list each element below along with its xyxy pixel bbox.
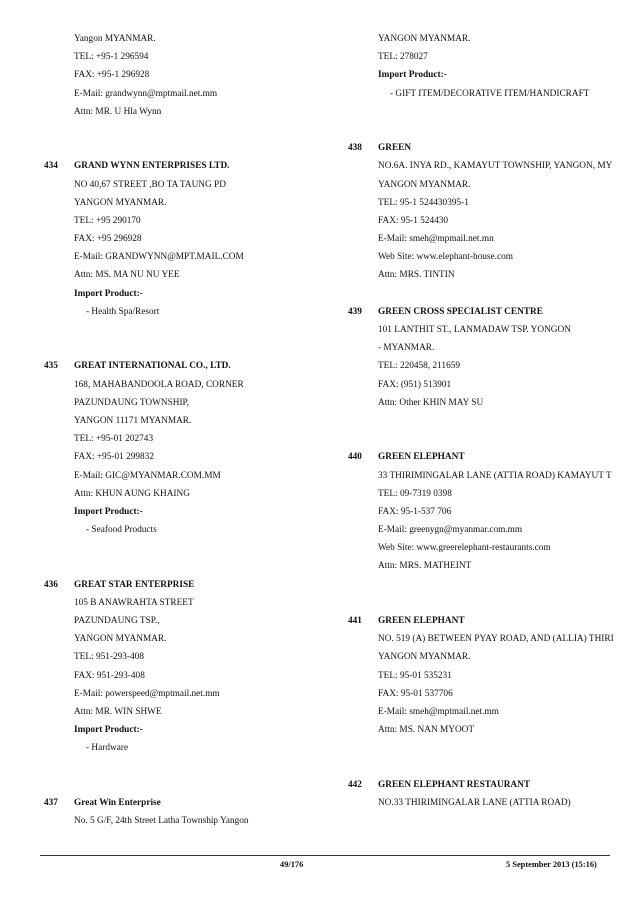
contact-detail: YANGON 11171 MYANMAR.: [74, 415, 192, 426]
contact-detail: Attn: Other KHIN MAY SU: [378, 397, 484, 408]
import-product-item: - Seafood Products: [86, 525, 157, 536]
contact-detail: FAX: +95-01 299832: [74, 452, 154, 463]
company-heading: [348, 776, 638, 794]
contact-detail: E-Mail: GRANDWYNN@MPT.MAIL.COM: [74, 252, 244, 263]
contact-detail: Attn: MR. U Hla Wynn: [74, 106, 162, 117]
contact-detail: NO.6A. INYA RD., KAMAYUT TOWNSHIP, YANGON, MY: [378, 161, 613, 172]
contact-detail: E-Mail: smeh@mptmail.net.mm: [378, 706, 499, 717]
contact-detail: FAX: 95-1 524430: [378, 215, 449, 226]
contact-detail: TEL: +95-1 296594: [74, 52, 149, 63]
contact-detail: Web Site: www.greerelephant-restaurants.com: [378, 543, 551, 554]
contact-detail: FAX: +95-1 296928: [74, 70, 150, 81]
contact-detail: NO.33 THIRIMINGALAR LANE (ATTIA ROAD): [378, 797, 571, 808]
contact-detail: E-Mail: smeh@mpmail.net.mn: [378, 234, 494, 245]
contact-detail: PAZUNDAUNG TSP.,: [74, 616, 160, 626]
contact-detail: TEL: 09-7319 0398: [378, 488, 452, 499]
contact-detail: Attn: MS. NAN MYOOT: [378, 725, 475, 736]
company-heading: [44, 357, 334, 375]
import-product-item: - GIFT ITEM/DECORATIVE ITEM/HANDICRAFT: [390, 88, 590, 99]
contact-detail: YANGON MYANMAR.: [74, 634, 167, 645]
contact-detail: TEL: +95-01 202743: [74, 434, 154, 445]
print-date: 5 September 2013 (15:16): [506, 860, 597, 869]
company-heading: [44, 794, 334, 812]
spacer: [44, 321, 334, 339]
spacer: [44, 539, 334, 557]
spacer: [44, 758, 334, 776]
spacer: [348, 412, 638, 430]
footer-divider: [40, 855, 610, 856]
contact-detail: FAX: +95 296928: [74, 234, 142, 245]
import-product-item: - Health Spa/Resort: [86, 306, 160, 317]
contact-detail: TEL: 95-01 535231: [378, 670, 452, 681]
spacer: [44, 139, 334, 157]
contact-detail: 33 THIRIMINGALAR LANE (ATTIA ROAD) KAMAYUT T: [378, 470, 612, 481]
entry-number: 439: [348, 306, 362, 317]
company-heading: [348, 303, 638, 321]
contact-detail: FAX: 951-293-408: [74, 670, 145, 681]
company-heading: [348, 448, 638, 466]
company-heading: [44, 157, 334, 175]
spacer: [348, 758, 638, 776]
company-name: GREEN: [378, 143, 412, 154]
page-number: 49/176: [280, 860, 304, 869]
entry-number: 435: [44, 361, 58, 372]
spacer: [348, 285, 638, 303]
entry-number: 442: [348, 779, 362, 790]
entry-number: 437: [44, 797, 58, 808]
contact-detail: YANGON MYANMAR.: [378, 34, 471, 44]
contact-detail: TEL: 95-1 524430395-1: [378, 197, 469, 208]
contact-detail: No. 5 G/F, 24th Street Latha Township Yangon: [74, 816, 249, 827]
contact-detail: NO. 519 (A) BETWEEN PYAY ROAD, AND (ALLIA) THIRI: [378, 634, 614, 645]
contact-detail: - MYANMAR.: [378, 343, 435, 354]
contact-detail: Attn: KHUN AUNG KHAING: [74, 488, 190, 499]
entry-number: 438: [348, 143, 362, 154]
company-name: GREAT INTERNATIONAL CO., LTD.: [74, 361, 231, 372]
company-heading: [44, 576, 334, 594]
spacer: [44, 339, 334, 357]
contact-detail: 101 LANTHIT ST., LANMADAW TSP. YONGON: [378, 325, 571, 335]
contact-detail: NO 40,67 STREET ,BO TA TAUNG PD: [74, 179, 226, 190]
company-heading: [348, 139, 638, 157]
entry-number: 441: [348, 616, 362, 626]
company-name: GREEN ELEPHANT: [378, 616, 465, 626]
contact-detail: FAX: 95-01 537706: [378, 688, 453, 699]
left-column: [44, 30, 334, 830]
import-product-label: Import Product:-: [74, 725, 143, 736]
contact-detail: 168, MAHABANDOOLA ROAD, CORNER: [74, 379, 244, 390]
import-product-label: Import Product:-: [74, 288, 143, 299]
spacer: [348, 121, 638, 139]
contact-detail: TEL: 278027: [378, 52, 428, 63]
company-heading: [348, 612, 638, 630]
import-product-label: Import Product:-: [74, 506, 143, 517]
company-name: GRAND WYNN ENTERPRISES LTD.: [74, 161, 230, 172]
contact-detail: Yangon MYANMAR.: [74, 34, 156, 44]
import-product-item: - Hardware: [86, 743, 129, 754]
spacer: [348, 594, 638, 612]
contact-detail: Attn: MRS. TINTIN: [378, 270, 455, 281]
contact-detail: E-Mail: grandwynn@mptmail.net.mm: [74, 88, 218, 99]
import-product-label: Import Product:-: [378, 70, 447, 81]
contact-detail: TEL: 220458, 211659: [378, 361, 461, 372]
contact-detail: YANGON MYANMAR.: [74, 197, 167, 208]
spacer: [44, 121, 334, 139]
contact-detail: TEL: 951-293-408: [74, 652, 144, 663]
spacer: [44, 776, 334, 794]
company-name: GREEN CROSS SPECIALIST CENTRE: [378, 306, 543, 317]
spacer: [348, 739, 638, 757]
contact-detail: YANGON MYANMAR.: [378, 652, 471, 663]
contact-detail: E-Mail: greenygn@myanmar.com.mm: [378, 525, 523, 536]
contact-detail: E-Mail: powerspeed@mptmail.net.mm: [74, 688, 220, 699]
contact-detail: FAX: (951) 513901: [378, 379, 452, 390]
contact-detail: PAZUNDAUNG TOWNSHIP,: [74, 397, 190, 408]
contact-detail: YANGON MYANMAR.: [378, 179, 471, 190]
contact-detail: Attn: MRS. MATHEINT: [378, 561, 472, 572]
entry-number: 440: [348, 452, 362, 463]
spacer: [348, 576, 638, 594]
company-name: Great Win Enterprise: [74, 797, 161, 808]
entry-number: 436: [44, 579, 58, 590]
spacer: [348, 430, 638, 448]
contact-detail: TEL: +95 290170: [74, 215, 141, 226]
company-name: GREEN ELEPHANT: [378, 452, 465, 463]
contact-detail: FAX: 95-1-537 706: [378, 506, 452, 517]
spacer: [348, 103, 638, 121]
contact-detail: Attn: MS. MA NU NU YEE: [74, 270, 180, 281]
contact-detail: Attn: MR. WIN SHWE: [74, 706, 162, 717]
contact-detail: 105 B ANAWRAHTA STREET: [74, 597, 194, 608]
spacer: [44, 557, 334, 575]
company-name: GREAT STAR ENTERPRISE: [74, 579, 195, 590]
entry-number: 434: [44, 161, 58, 172]
contact-detail: Web Site: www.elephant-house.com: [378, 252, 513, 263]
company-name: GREEN ELEPHANT RESTAURANT: [378, 779, 531, 790]
contact-detail: E-Mail: GIC@MYANMAR.COM.MM: [74, 470, 221, 481]
right-column: [348, 30, 638, 812]
